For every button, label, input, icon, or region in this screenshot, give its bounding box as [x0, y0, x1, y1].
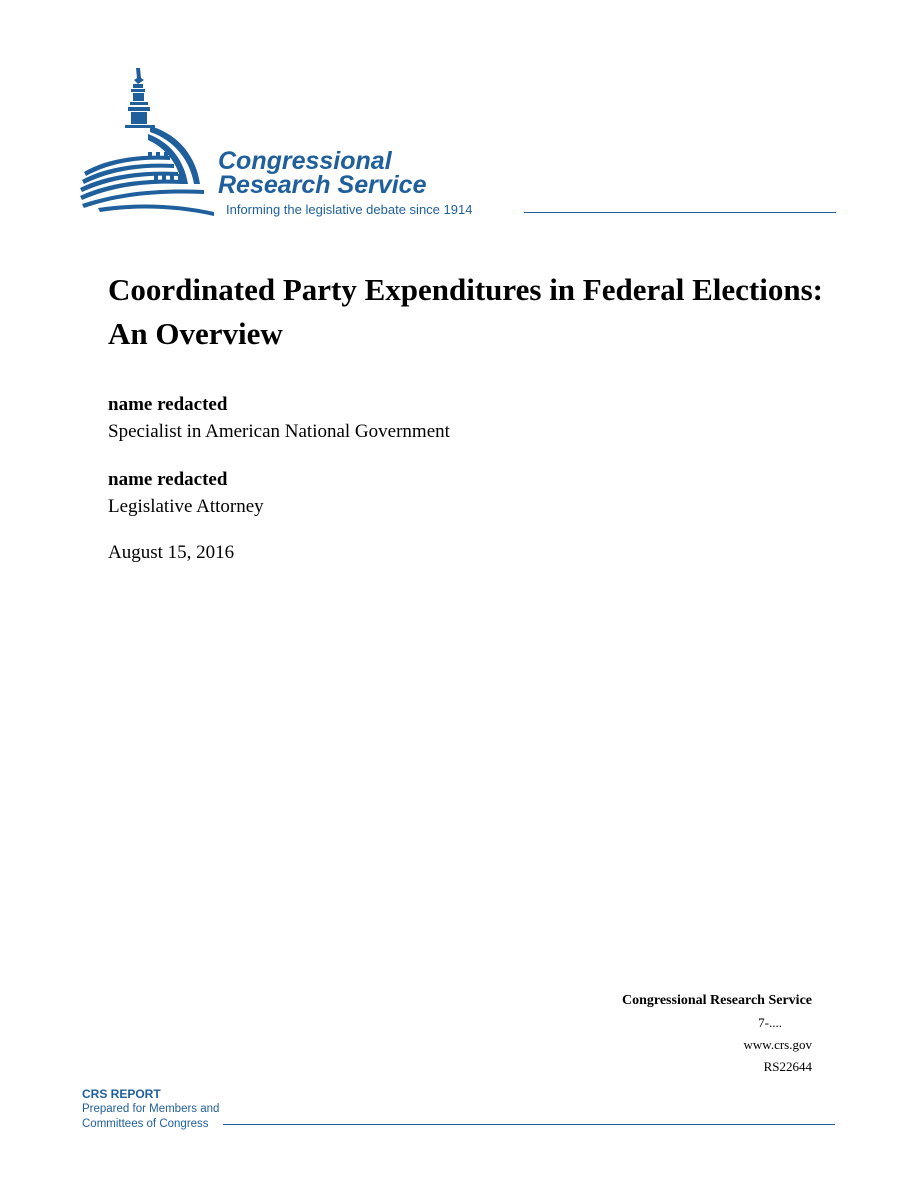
author-1-role: Specialist in American National Government: [108, 421, 450, 442]
contact-block: [622, 990, 812, 1078]
report-number: RS22644: [763, 1059, 812, 1074]
capitol-dome-icon: [78, 64, 218, 224]
footer-line-1: Prepared for Members and: [82, 1103, 220, 1115]
author-1-name: name redacted: [108, 394, 228, 415]
logo-line-research-service: Research Service: [218, 171, 427, 199]
contact-phone: 7-....: [758, 1015, 782, 1030]
report-title: Coordinated Party Expenditures in Federal Elections: An Overview: [108, 272, 823, 351]
footer-label: CRS REPORT: [82, 1087, 161, 1101]
footer-divider: [223, 1124, 835, 1125]
author-2-name: name redacted: [108, 469, 228, 490]
footer-line-2: Committees of Congress: [82, 1118, 209, 1130]
contact-website[interactable]: www.crs.gov: [743, 1037, 812, 1052]
crs-logo: [78, 64, 838, 224]
logo-divider: [524, 212, 836, 213]
contact-org: Congressional Research Service: [621, 993, 812, 1008]
report-date: August 15, 2016: [108, 542, 235, 563]
author-2-role: Legislative Attorney: [108, 496, 264, 517]
logo-tagline: Informing the legislative debate since 1914: [226, 202, 473, 217]
crs-report-footer: [82, 1087, 219, 1132]
logo-line-congressional: Congressional: [218, 147, 392, 175]
